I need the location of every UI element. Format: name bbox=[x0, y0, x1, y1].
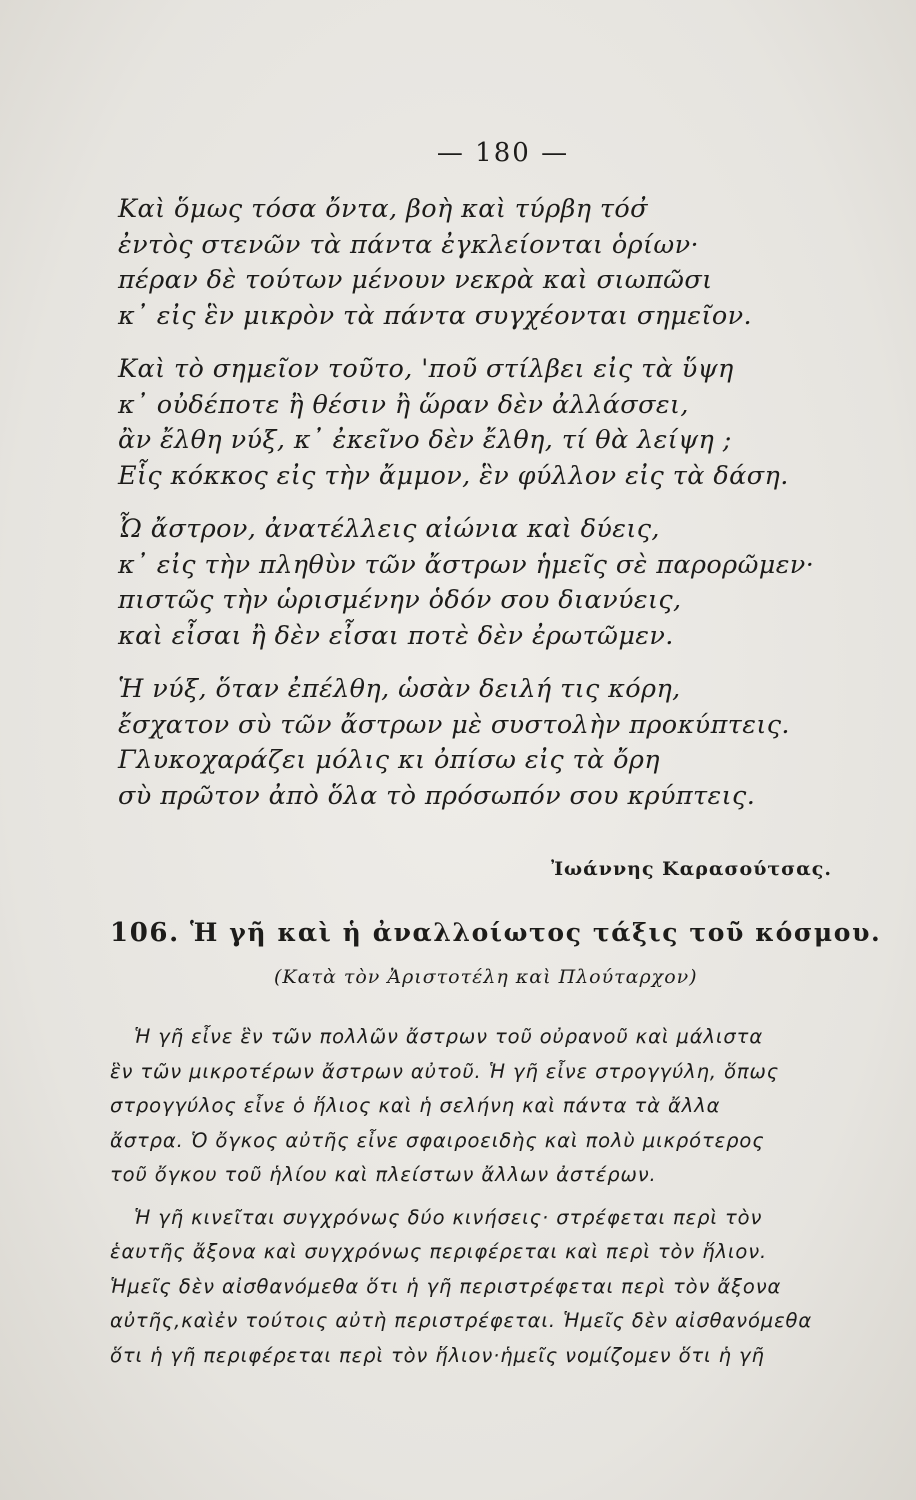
poem-line: Ἡ νύξ, ὅταν ἐπέλθη, ὡσὰν δειλή τις κόρη, bbox=[118, 674, 681, 704]
poem-line: κ᾽ εἰς ἓν μικρὸν τὰ πάντα συγχέονται σημεῖον. bbox=[118, 300, 752, 331]
section-heading bbox=[110, 918, 880, 948]
poem-line: Ὦ ἄστρον, ἀνατέλλεις αἰώνια καὶ δύεις, bbox=[118, 514, 660, 544]
prose-line: ἄστρα. Ὁ ὄγκος αὐτῆς εἶνε σφαιροειδὴς καὶ πολὺ μικρότερος bbox=[110, 1128, 765, 1152]
section-title: Ἡ γῆ καὶ ἡ ἀναλλοίωτος τάξις τοῦ κόσμου. bbox=[190, 918, 882, 947]
poem-line: ἐντὸς στενῶν τὰ πάντα ἐγκλείονται ὁρίων· bbox=[118, 229, 699, 260]
section-number: 106. bbox=[110, 918, 180, 948]
prose-line: Ἡ γῆ κινεῖται συγχρόνως δύο κινήσεις· στρέφεται περὶ τὸν bbox=[134, 1205, 763, 1229]
poem-stanza bbox=[118, 352, 838, 494]
prose-line: ἓν τῶν μικροτέρων ἄστρων αὐτοῦ. Ἡ γῆ εἶνε στρογγύλη, ὅπως bbox=[110, 1059, 780, 1083]
prose-line: τοῦ ὄγκου τοῦ ἡλίου καὶ πλείστων ἄλλων ἀστέρων. bbox=[110, 1163, 657, 1186]
poem-line: ἂν ἔλθη νύξ, κ᾽ ἐκεῖνο δὲν ἔλθη, τί θὰ λείψη ; bbox=[118, 425, 732, 455]
poem-line: κ᾽ εἰς τὴν πληθὺν τῶν ἄστρων ἡμεῖς σὲ παρορῶμεν· bbox=[118, 549, 815, 580]
poem-line: πιστῶς τὴν ὡρισμένην ὁδόν σου διανύεις, bbox=[118, 585, 682, 615]
prose-body bbox=[110, 1020, 890, 1381]
poem-author: Ἰωάννης Καρασούτσας. bbox=[551, 858, 832, 880]
poem-line: καὶ εἶσαι ἢ δὲν εἶσαι ποτὲ δὲν ἐρωτῶμεν. bbox=[118, 620, 674, 651]
page-number: — 180 — bbox=[436, 138, 570, 168]
prose-line: στρογγύλος εἶνε ὁ ἥλιος καὶ ἡ σελήνη καὶ πάντα τὰ ἄλλα bbox=[110, 1094, 721, 1117]
poem-line: σὺ πρῶτον ἀπὸ ὅλα τὸ πρόσωπόν σου κρύπτεις. bbox=[118, 780, 756, 811]
poem-line: πέραν δὲ τούτων μένουν νεκρὰ καὶ σιωπῶσι bbox=[118, 265, 713, 295]
section-subtitle: (Κατὰ τὸν Ἀριστοτέλη καὶ Πλούταρχον) bbox=[274, 966, 698, 988]
prose-line: Ἡ γῆ εἶνε ἓν τῶν πολλῶν ἄστρων τοῦ οὐρανοῦ καὶ μάλιστα bbox=[134, 1025, 764, 1048]
prose-line: αὐτῆς,καὶἐν τούτοις αὐτὴ περιστρέφεται. Ἡμεῖς δὲν αἰσθανόμεθα bbox=[110, 1309, 813, 1332]
poem-stanza bbox=[118, 192, 838, 334]
prose-line: Ἡμεῖς δὲν αἰσθανόμεθα ὅτι ἡ γῆ περιστρέφεται περὶ τὸν ἄξονα bbox=[110, 1274, 782, 1298]
poem-line: Γλυκοχαράζει μόλις κι ὀπίσω εἰς τὰ ὄρη bbox=[118, 745, 660, 775]
paragraph bbox=[110, 1020, 890, 1193]
poem-line: Καὶ τὸ σημεῖον τοῦτο, 'ποῦ στίλβει εἰς τὰ ὕψη bbox=[118, 354, 734, 384]
poem-line: κ᾽ οὐδέποτε ἢ θέσιν ἢ ὥραν δὲν ἀλλάσσει, bbox=[118, 389, 689, 420]
poem-stanza bbox=[118, 512, 838, 654]
poem-line: ἔσχατον σὺ τῶν ἄστρων μὲ συστολὴν προκύπτεις. bbox=[118, 709, 790, 740]
poem-line: Καὶ ὅμως τόσα ὄντα, βοὴ καὶ τύρβη τόσ̓ bbox=[118, 194, 648, 224]
poem bbox=[118, 192, 838, 832]
poem-stanza bbox=[118, 672, 838, 814]
paragraph bbox=[110, 1201, 890, 1374]
prose-line: ὅτι ἡ γῆ περιφέρεται περὶ τὸν ἥλιον·ἡμεῖς νομίζομεν ὅτι ἡ γῆ bbox=[110, 1343, 765, 1367]
poem-line: Εἷς κόκκος εἰς τὴν ἄμμον, ἓν φύλλον εἰς τὰ δάση. bbox=[118, 460, 789, 491]
prose-line: ἑαυτῆς ἄξονα καὶ συγχρόνως περιφέρεται καὶ περὶ τὸν ἥλιον. bbox=[110, 1240, 768, 1263]
